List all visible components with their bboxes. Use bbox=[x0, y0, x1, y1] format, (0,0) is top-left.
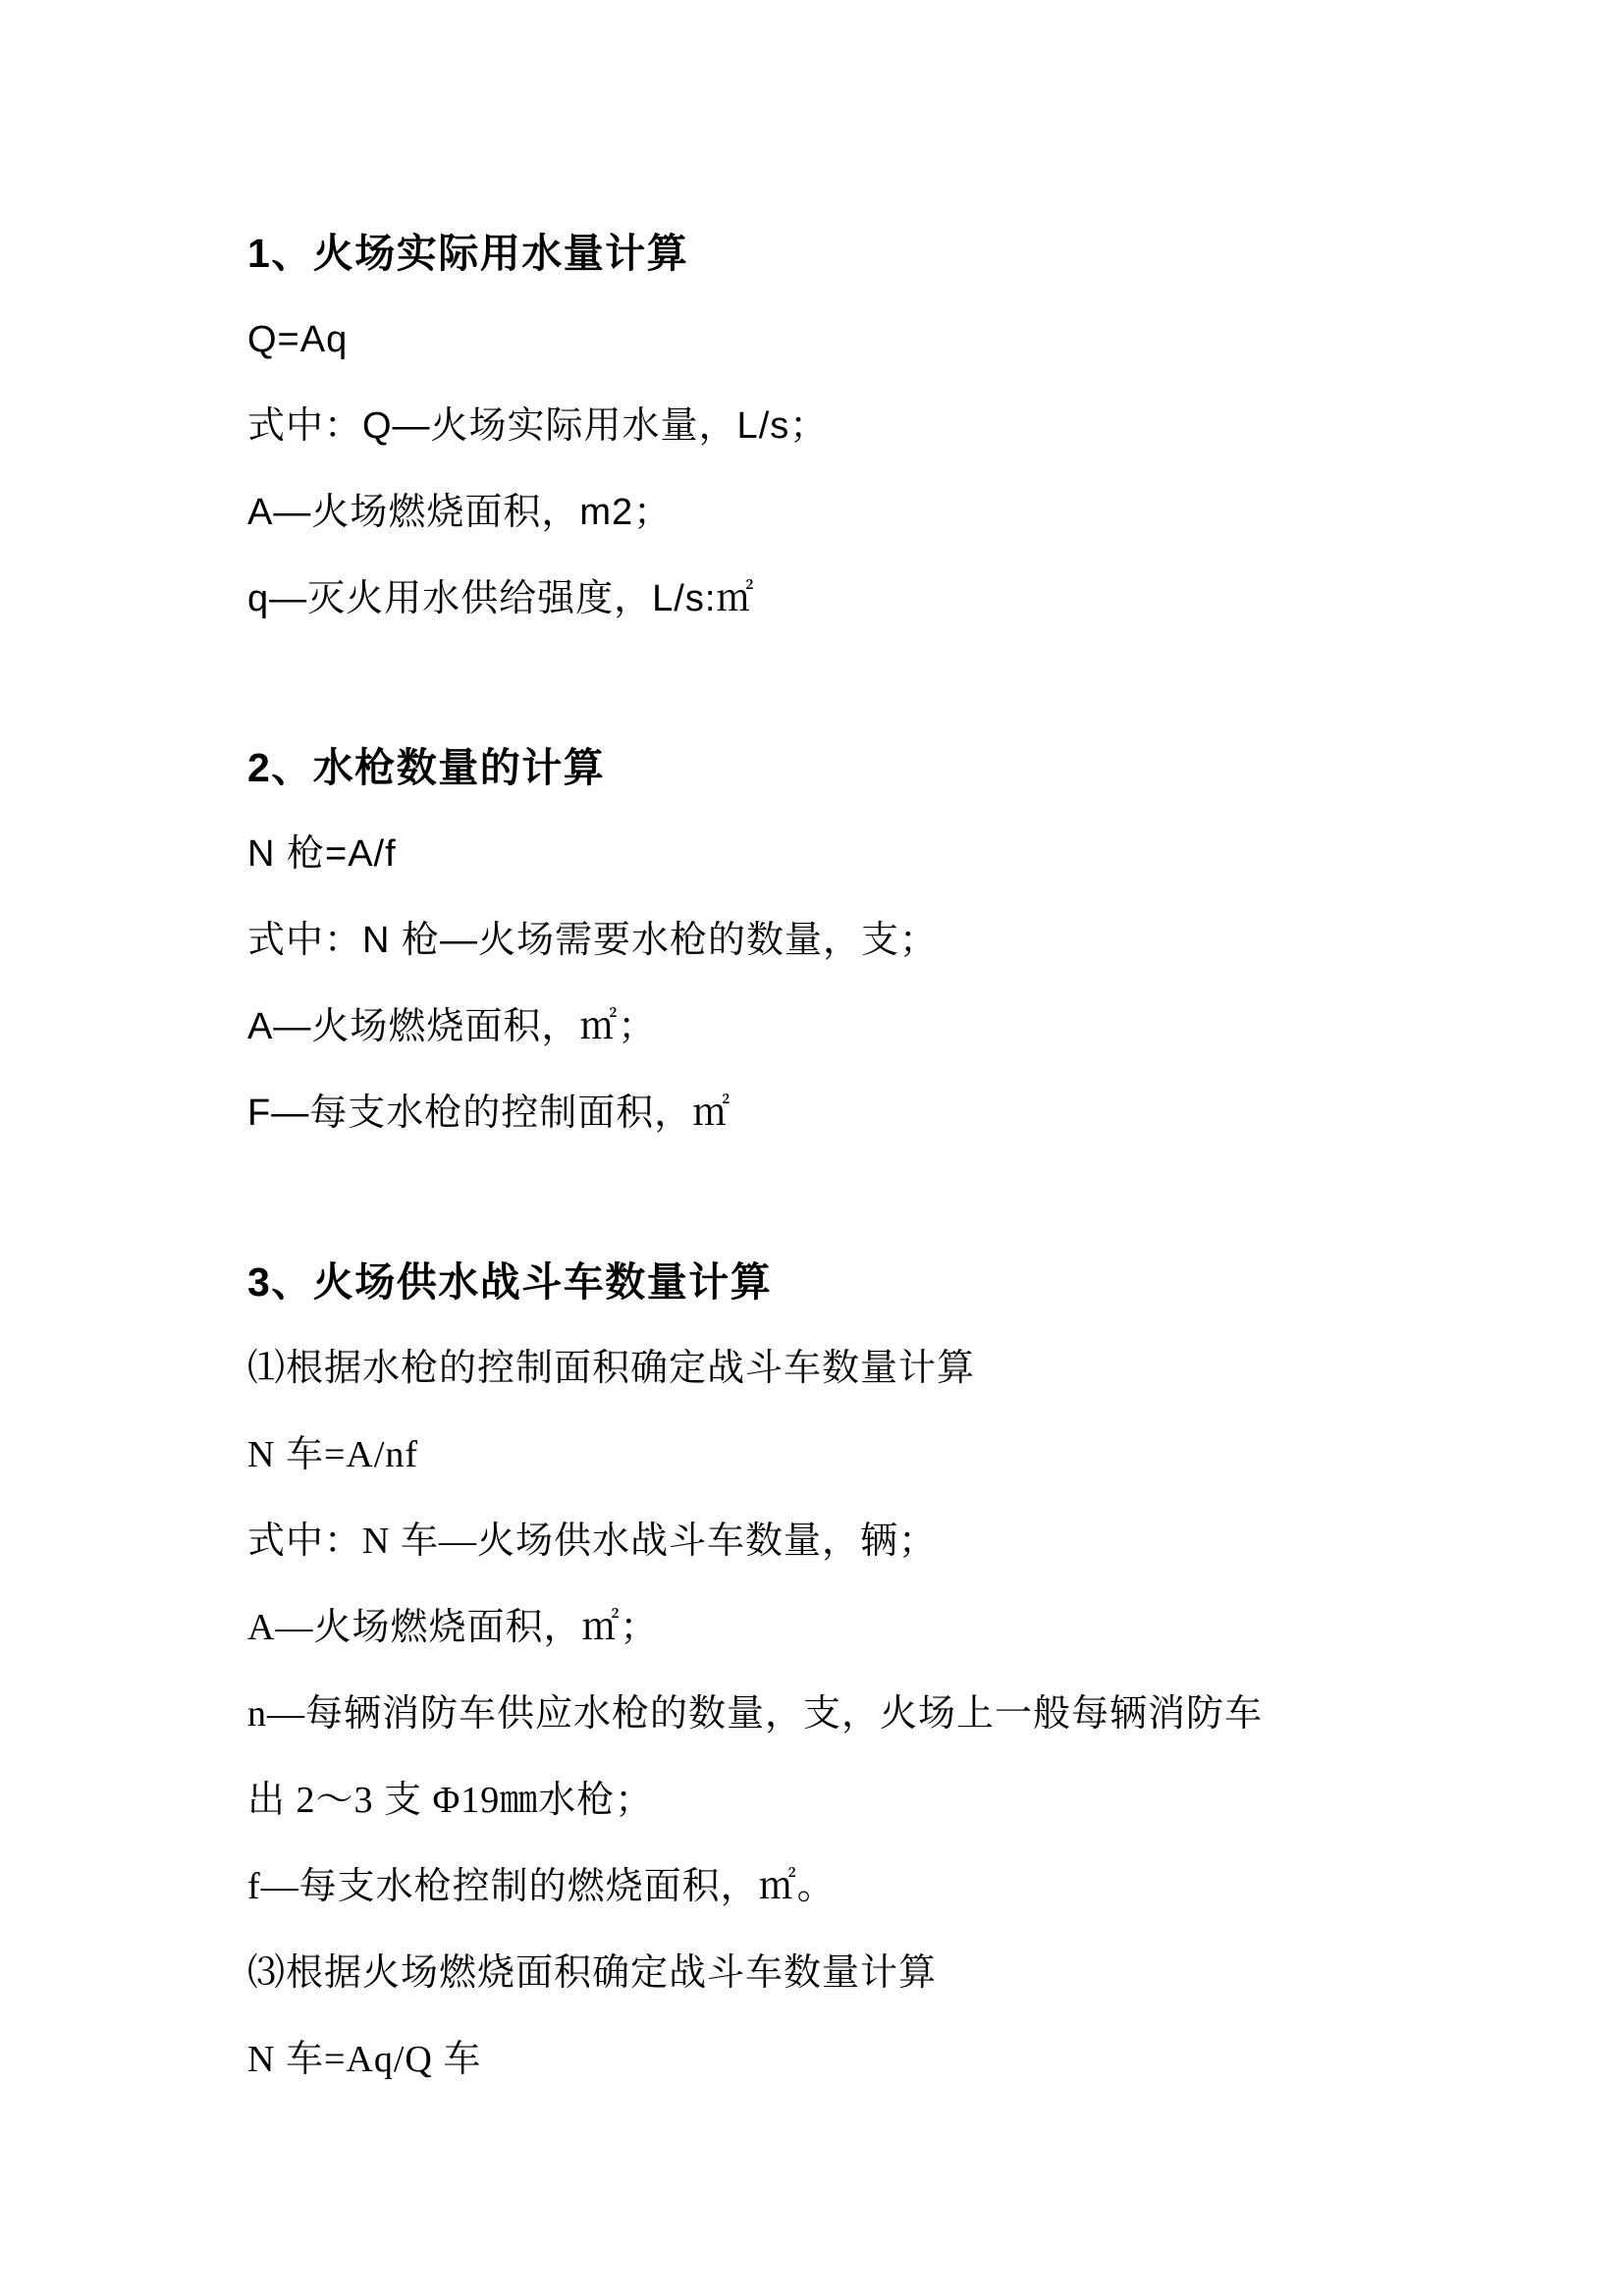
section-2-formula: N 枪=A/f bbox=[247, 833, 397, 875]
section-2-heading: 2、水枪数量的计算 bbox=[247, 745, 606, 790]
section-3-method-3-title: ⑶根据火场燃烧面积确定战斗车数量计算 bbox=[247, 1952, 938, 1994]
section-2-def-a: A—火场燃烧面积，㎡； bbox=[247, 1006, 657, 1047]
section-3-where-n: 式中：N 车—火场供水战斗车数量，辆； bbox=[247, 1521, 937, 1562]
section-3-heading: 3、火场供水战斗车数量计算 bbox=[247, 1259, 773, 1305]
section-1-formula: Q=Aq bbox=[247, 319, 349, 360]
section-3-method-1-title: ⑴根据水枪的控制面积确定战斗车数量计算 bbox=[247, 1348, 976, 1389]
section-3-formula-3: N 车=Aq/Q 车 bbox=[247, 2039, 482, 2080]
section-2-where-n: 式中：N 枪—火场需要水枪的数量，支； bbox=[247, 920, 939, 961]
section-1-def-a: A—火场燃烧面积，m2； bbox=[247, 492, 673, 533]
section-3-def-n-line-2: 出 2～3 支 Φ19㎜水枪； bbox=[247, 1780, 654, 1821]
section-1-def-q: q—灭火用水供给强度，L/s:㎡ bbox=[247, 578, 755, 619]
section-3-def-f: f—每支水枪控制的燃烧面积，㎡。 bbox=[247, 1866, 836, 1907]
section-3-def-n-line-1: n—每辆消防车供应水枪的数量，支，火场上一般每辆消防车 bbox=[247, 1693, 1264, 1735]
section-1-heading: 1、火场实际用水量计算 bbox=[247, 231, 689, 276]
section-3-formula-1: N 车=A/nf bbox=[247, 1434, 419, 1475]
section-1-where-q: 式中：Q—火场实际用水量，L/s； bbox=[247, 405, 829, 447]
section-3-def-a: A—火场燃烧面积，㎡； bbox=[247, 1607, 659, 1648]
section-2-def-f: F—每支水枪的控制面积，㎡ bbox=[247, 1093, 731, 1134]
